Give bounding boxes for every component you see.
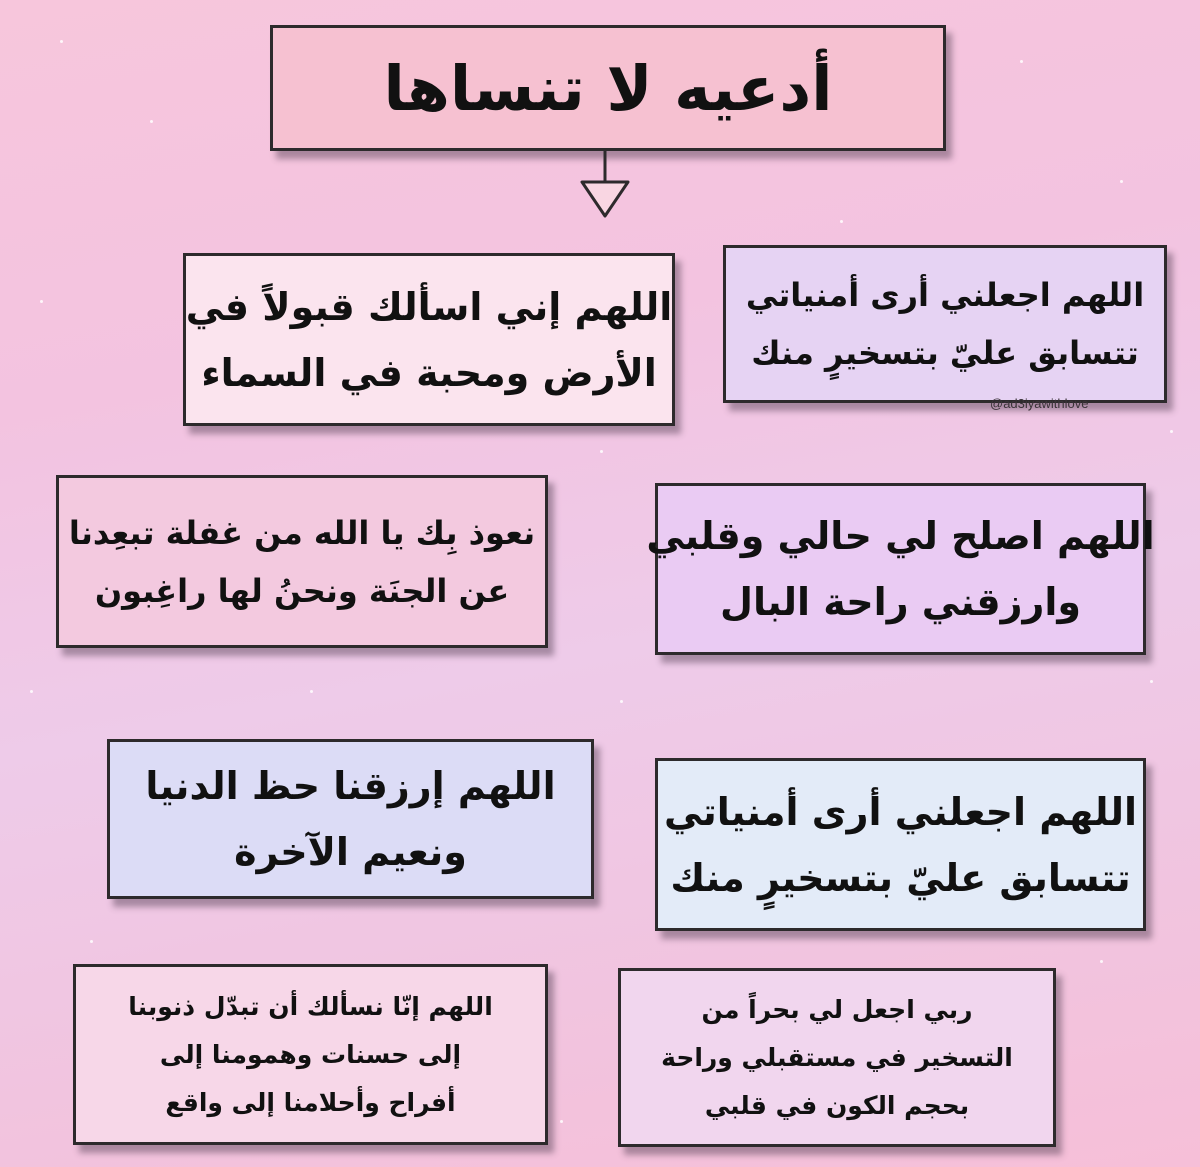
dua-line: اللهم اصلح لي حالي وقلبي (646, 514, 1155, 558)
dua-line: التسخير في مستقبلي وراحة (661, 1042, 1013, 1072)
dua-line: تتسابق عليّ بتسخيرٍ منك (751, 334, 1139, 372)
dua-line: اللهم اجعلني أرى أمنياتي (745, 276, 1145, 314)
dua-line: عن الجنَة ونحنُ لها راغِبون (94, 571, 510, 610)
dua-box-2 (723, 245, 1167, 403)
dua-box-4 (646, 483, 1155, 655)
dua-box-8 (618, 968, 1056, 1147)
dua-line: إلى حسنات وهمومنا إلى (159, 1039, 462, 1069)
dua-line: بحجم الكون في قلبي (704, 1090, 970, 1120)
dua-box-6 (655, 758, 1146, 931)
dua-line: وارزقني راحة البال (719, 580, 1082, 624)
down-arrow-icon (570, 150, 640, 222)
dua-line: تتسابق عليّ بتسخيرٍ منك (670, 855, 1131, 900)
dua-line: ربي اجعل لي بحراً من (701, 994, 973, 1024)
dua-box-1 (183, 253, 675, 426)
page-title: أدعيه لا تنساها (383, 51, 833, 125)
dua-box-7 (73, 964, 548, 1145)
dua-line: أفراح وأحلامنا إلى واقع (165, 1087, 456, 1117)
dua-box-5 (107, 739, 594, 899)
dua-line: اللهم اجعلني أرى أمنياتي (664, 789, 1137, 834)
dua-line: ونعيم الآخرة (234, 830, 467, 874)
dua-line: الأرض ومحبة في السماء (201, 350, 657, 395)
dua-line: اللهم إنّا نسألك أن تبدّل ذنوبنا (128, 991, 493, 1021)
dua-line: اللهم إرزقنا حظ الدنيا (145, 764, 556, 808)
dua-line: اللهم إني اسألك قبولاً في (185, 284, 673, 329)
dua-line: نعوذ بِك يا الله من غفلة تبعِدنا (68, 513, 536, 552)
watermark: @ad3iyawithlove (990, 396, 1089, 411)
dua-box-3 (56, 475, 548, 648)
title-box (270, 25, 946, 151)
